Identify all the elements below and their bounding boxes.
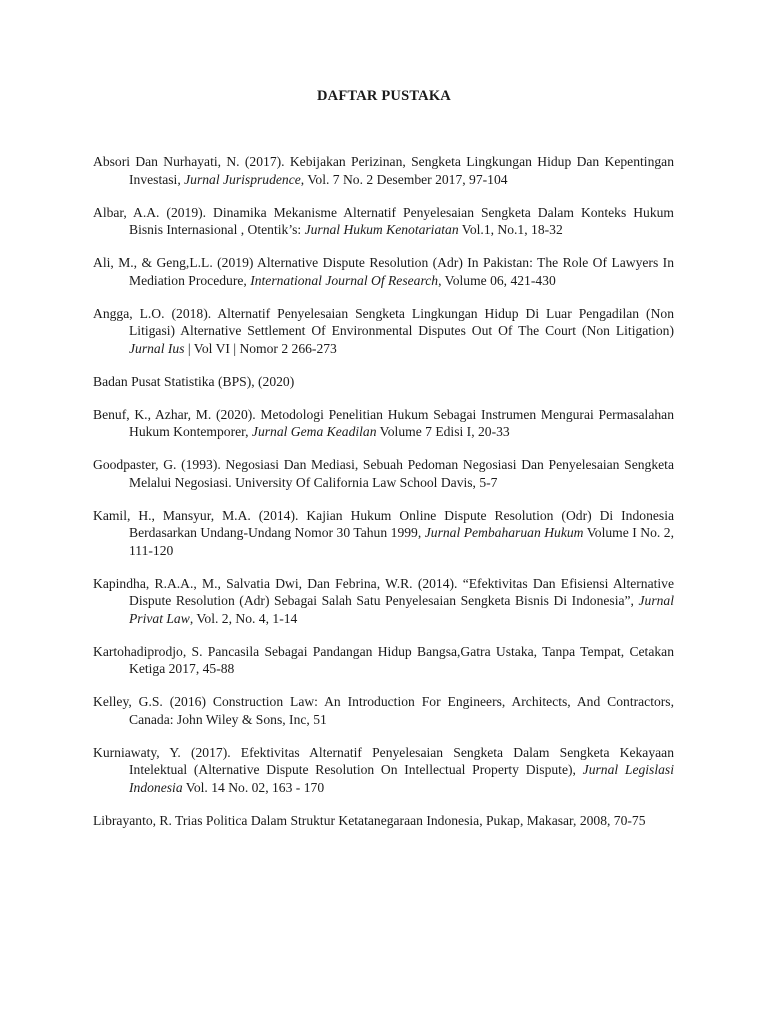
reference-entry: Kapindha, R.A.A., M., Salvatia Dwi, Dan Febrina, W.R. (2014). “Efektivitas Dan Efisiensi Alternative Dispute Resolution (Adr) Sebagai Salah Satu Penyelesaian Sengketa Bisnis Di Indonesia”, Jurnal Privat Law, Vol. 2, No. 4, 1-14 [93, 575, 674, 626]
reference-entry: Kurniawaty, Y. (2017). Efektivitas Alternatif Penyelesaian Sengketa Dalam Sengketa Kekayaan Intelektual (Alternative Dispute Resolution On Intellectual Property Dispute), Jurnal Legislasi Indonesia Vol. 14 No. 02, 163 - 170 [93, 744, 674, 795]
reference-entry: Goodpaster, G. (1993). Negosiasi Dan Mediasi, Sebuah Pedoman Negosiasi Dan Penyelesaian Sengketa Melalui Negosiasi. University Of California Law School Davis, 5-7 [93, 457, 674, 490]
page-title: DAFTAR PUSTAKA [317, 88, 451, 104]
reference-entry: Albar, A.A. (2019). Dinamika Mekanisme Alternatif Penyelesaian Sengketa Dalam Konteks Hukum Bisnis Internasional , Otentik’s: Jurnal Hukum Kenotariatan Vol.1, No.1, 18-32 [93, 204, 674, 237]
reference-entry: Librayanto, R. Trias Politica Dalam Struktur Ketatanegaraan Indonesia, Pukap, Makasar, 2008, 70-75 [93, 812, 646, 828]
reference-entry: Kamil, H., Mansyur, M.A. (2014). Kajian Hukum Online Dispute Resolution (Odr) Di Indonesia Berdasarkan Undang-Undang Nomor 30 Tahun 1999, Jurnal Pembaharuan Hukum Volume I No. 2, 111-120 [93, 507, 675, 558]
reference-entry: Absori Dan Nurhayati, N. (2017). Kebijakan Perizinan, Sengketa Lingkungan Hidup Dan Kepentingan Investasi, Jurnal Jurisprudence, Vol. 7 No. 2 Desember 2017, 97-104 [93, 154, 674, 187]
reference-list [93, 153, 674, 845]
reference-entry: Badan Pusat Statistika (BPS), (2020) [93, 373, 295, 389]
reference-entry: Kelley, G.S. (2016) Construction Law: An Introduction For Engineers, Architects, And Contractors, Canada: John Wiley & Sons, Inc, 51 [93, 694, 674, 727]
reference-entry: Benuf, K., Azhar, M. (2020). Metodologi Penelitian Hukum Sebagai Instrumen Mengurai Permasalahan Hukum Kontemporer, Jurnal Gema Keadilan Volume 7 Edisi I, 20-33 [93, 406, 674, 439]
reference-entry: Ali, M., & Geng,L.L. (2019) Alternative Dispute Resolution (Adr) In Pakistan: The Role Of Lawyers In Mediation Procedure, International Journal Of Research, Volume 06, 421-430 [93, 255, 674, 288]
reference-entry: Angga, L.O. (2018). Alternatif Penyelesaian Sengketa Lingkungan Hidup Di Luar Pengadilan (Non Litigasi) Alternative Settlement Of Environmental Disputes Out Of The Court (Non Litigation) Jurnal Ius | Vol VI | Nomor 2 266-273 [93, 305, 674, 356]
reference-entry: Kartohadiprodjo, S. Pancasila Sebagai Pandangan Hidup Bangsa,Gatra Ustaka, Tanpa Tempat, Cetakan Ketiga 2017, 45-88 [93, 643, 674, 676]
